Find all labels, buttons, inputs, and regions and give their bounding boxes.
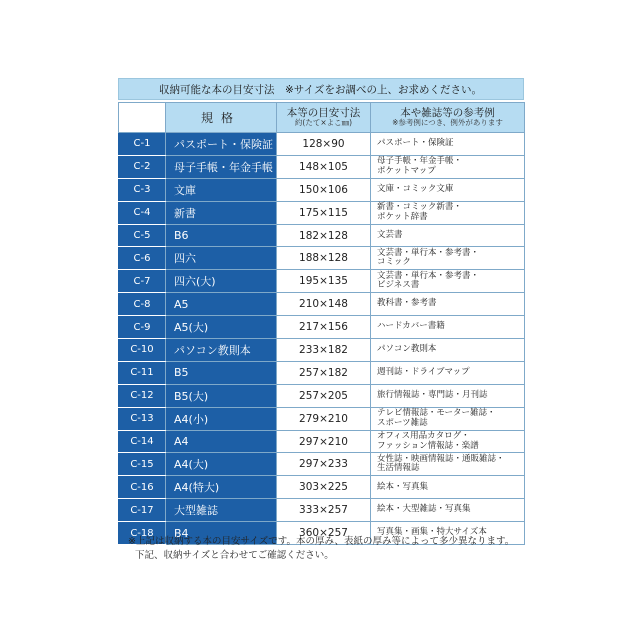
row-spec-name: 文庫 xyxy=(166,178,277,201)
row-spec-name: 四六 xyxy=(166,247,277,270)
row-code: C-8 xyxy=(119,293,166,316)
row-code: C-9 xyxy=(119,316,166,339)
header-spec: 規格 xyxy=(166,103,277,133)
row-code: C-17 xyxy=(119,499,166,522)
table-row xyxy=(119,499,525,522)
row-code: C-16 xyxy=(119,476,166,499)
row-size: 360×257 xyxy=(277,522,371,545)
row-size: 188×128 xyxy=(277,247,371,270)
header-size xyxy=(277,103,371,133)
table-title: 収納可能な本の目安寸法 ※サイズをお調べの上、お求めください。 xyxy=(118,78,524,100)
row-example-line-2: ファッション情報誌・楽譜 xyxy=(377,440,479,451)
header-example xyxy=(371,103,525,133)
row-size: 182×128 xyxy=(277,224,371,247)
row-size: 257×205 xyxy=(277,384,371,407)
row-code: C-4 xyxy=(119,201,166,224)
row-example-line-1: ハードカバー書籍 xyxy=(377,321,445,332)
row-example-line-2: ビジネス書 xyxy=(377,280,420,291)
header-size-main: 本等の目安寸法 xyxy=(286,106,361,119)
row-example xyxy=(371,339,525,362)
row-example-line-2: ポケットマップ xyxy=(377,165,436,176)
header-blank-cell xyxy=(119,103,166,133)
row-code: C-3 xyxy=(119,178,166,201)
row-spec-name: A5 xyxy=(166,293,277,316)
row-code: C-2 xyxy=(119,155,166,178)
row-example xyxy=(371,453,525,476)
table-row xyxy=(119,133,525,156)
row-size: 150×106 xyxy=(277,178,371,201)
row-example-line-1: オフィス用品カタログ・ xyxy=(377,431,470,442)
table-row xyxy=(119,155,525,178)
row-example-line-1: 旅行情報誌・専門誌・月刊誌 xyxy=(377,389,488,400)
table-row xyxy=(119,270,525,293)
row-spec-name: 新書 xyxy=(166,201,277,224)
row-example xyxy=(371,361,525,384)
row-code: C-12 xyxy=(119,384,166,407)
row-code: C-7 xyxy=(119,270,166,293)
row-size: 210×148 xyxy=(277,293,371,316)
table-row xyxy=(119,201,525,224)
row-example xyxy=(371,499,525,522)
table-row xyxy=(119,453,525,476)
row-spec-name: A5(大) xyxy=(166,316,277,339)
row-example-line-1: パソコン教則本 xyxy=(377,344,437,355)
row-spec-name: A4(小) xyxy=(166,407,277,430)
row-example-line-1: テレビ情報誌・モーター雑誌・ xyxy=(377,408,496,419)
row-example-line-2: スポーツ雑誌 xyxy=(377,417,428,428)
row-code: C-1 xyxy=(119,133,166,156)
row-example xyxy=(371,476,525,499)
row-example-line-1: 絵本・大型雑誌・写真集 xyxy=(377,504,471,515)
table-row xyxy=(119,339,525,362)
footnote-line-1: ※上記は収納する本の目安サイズです。本の厚み、表紙の厚み等によって多少異なります。 xyxy=(128,536,515,547)
row-code: C-10 xyxy=(119,339,166,362)
table-body xyxy=(119,133,525,545)
row-example xyxy=(371,316,525,339)
table-row xyxy=(119,430,525,453)
row-spec-name: パソコン教則本 xyxy=(166,339,277,362)
row-example-line-1: 文芸書・単行本・参考書・ xyxy=(377,270,480,281)
header-size-sub: 約(たて×よこ㎜) xyxy=(294,118,353,128)
row-spec-name: 四六(大) xyxy=(166,270,277,293)
row-spec-name: A4(特大) xyxy=(166,476,277,499)
row-spec-name: 大型雑誌 xyxy=(166,499,277,522)
row-example-line-1: 文庫・コミック文庫 xyxy=(377,183,454,194)
table-row xyxy=(119,178,525,201)
row-size: 279×210 xyxy=(277,407,371,430)
row-example-line-1: 新書・コミック新書・ xyxy=(377,202,462,213)
row-example xyxy=(371,247,525,270)
row-spec-name: B5(大) xyxy=(166,384,277,407)
header-example-sub: ※参考例につき、例外があります xyxy=(392,118,503,128)
row-size: 257×182 xyxy=(277,361,371,384)
row-example xyxy=(371,293,525,316)
row-size: 303×225 xyxy=(277,476,371,499)
row-size: 175×115 xyxy=(277,201,371,224)
row-spec-name: パスポート・保険証 xyxy=(166,133,277,156)
row-example xyxy=(371,133,525,156)
row-code: C-14 xyxy=(119,430,166,453)
table-row xyxy=(119,224,525,247)
row-size: 148×105 xyxy=(277,155,371,178)
size-guide xyxy=(118,78,524,545)
table-row xyxy=(119,293,525,316)
row-code: C-6 xyxy=(119,247,166,270)
row-size: 217×156 xyxy=(277,316,371,339)
size-table xyxy=(118,102,525,545)
row-example-line-1: 文芸書・単行本・参考書・ xyxy=(377,247,480,258)
row-spec-name: B4 xyxy=(166,522,277,545)
row-example xyxy=(371,224,525,247)
row-size: 297×210 xyxy=(277,430,371,453)
row-example-line-1: 女性誌・映画情報誌・通販雑誌・ xyxy=(377,453,505,464)
row-spec-name: A4(大) xyxy=(166,453,277,476)
row-example-line-1: 絵本・写真集 xyxy=(377,481,429,492)
row-code: C-15 xyxy=(119,453,166,476)
row-spec-name: B6 xyxy=(166,224,277,247)
row-spec-name: 母子手帳・年金手帳 xyxy=(166,155,277,178)
header-example-main: 本や雑誌等の参考例 xyxy=(400,106,495,119)
row-example xyxy=(371,384,525,407)
row-example-line-1: 写真集・画集・特大サイズ本 xyxy=(377,527,487,538)
row-spec-name: B5 xyxy=(166,361,277,384)
row-example-line-2: コミック xyxy=(377,257,411,268)
row-size: 128×90 xyxy=(277,133,371,156)
table-header-row xyxy=(119,103,525,133)
table-row xyxy=(119,316,525,339)
row-example-line-2: 生活情報誌 xyxy=(377,463,420,474)
row-code: C-11 xyxy=(119,361,166,384)
row-example-line-1: パスポート・保険証 xyxy=(377,138,454,149)
row-size: 195×135 xyxy=(277,270,371,293)
row-size: 297×233 xyxy=(277,453,371,476)
row-example-line-1: 母子手帳・年金手帳・ xyxy=(377,156,463,167)
row-code: C-5 xyxy=(119,224,166,247)
row-example-line-1: 教科書・参考書 xyxy=(377,298,437,309)
row-example-line-2: ポケット辞書 xyxy=(377,211,428,222)
row-example xyxy=(371,407,525,430)
row-example xyxy=(371,155,525,178)
footnote-line-2: 下記、収納サイズと合わせてご確認ください。 xyxy=(135,550,334,561)
row-example xyxy=(371,178,525,201)
table-row xyxy=(119,384,525,407)
row-example xyxy=(371,270,525,293)
row-example xyxy=(371,201,525,224)
row-code: C-13 xyxy=(119,407,166,430)
table-row xyxy=(119,476,525,499)
row-example xyxy=(371,430,525,453)
row-size: 233×182 xyxy=(277,339,371,362)
row-size: 333×257 xyxy=(277,499,371,522)
footnotes xyxy=(128,535,514,563)
table-row xyxy=(119,407,525,430)
table-row xyxy=(119,361,525,384)
table-row xyxy=(119,247,525,270)
row-example-line-1: 文芸書 xyxy=(377,229,403,240)
row-example-line-1: 週刊誌・ドライブマップ xyxy=(377,367,470,378)
row-spec-name: A4 xyxy=(166,430,277,453)
row-code: C-18 xyxy=(119,522,166,545)
